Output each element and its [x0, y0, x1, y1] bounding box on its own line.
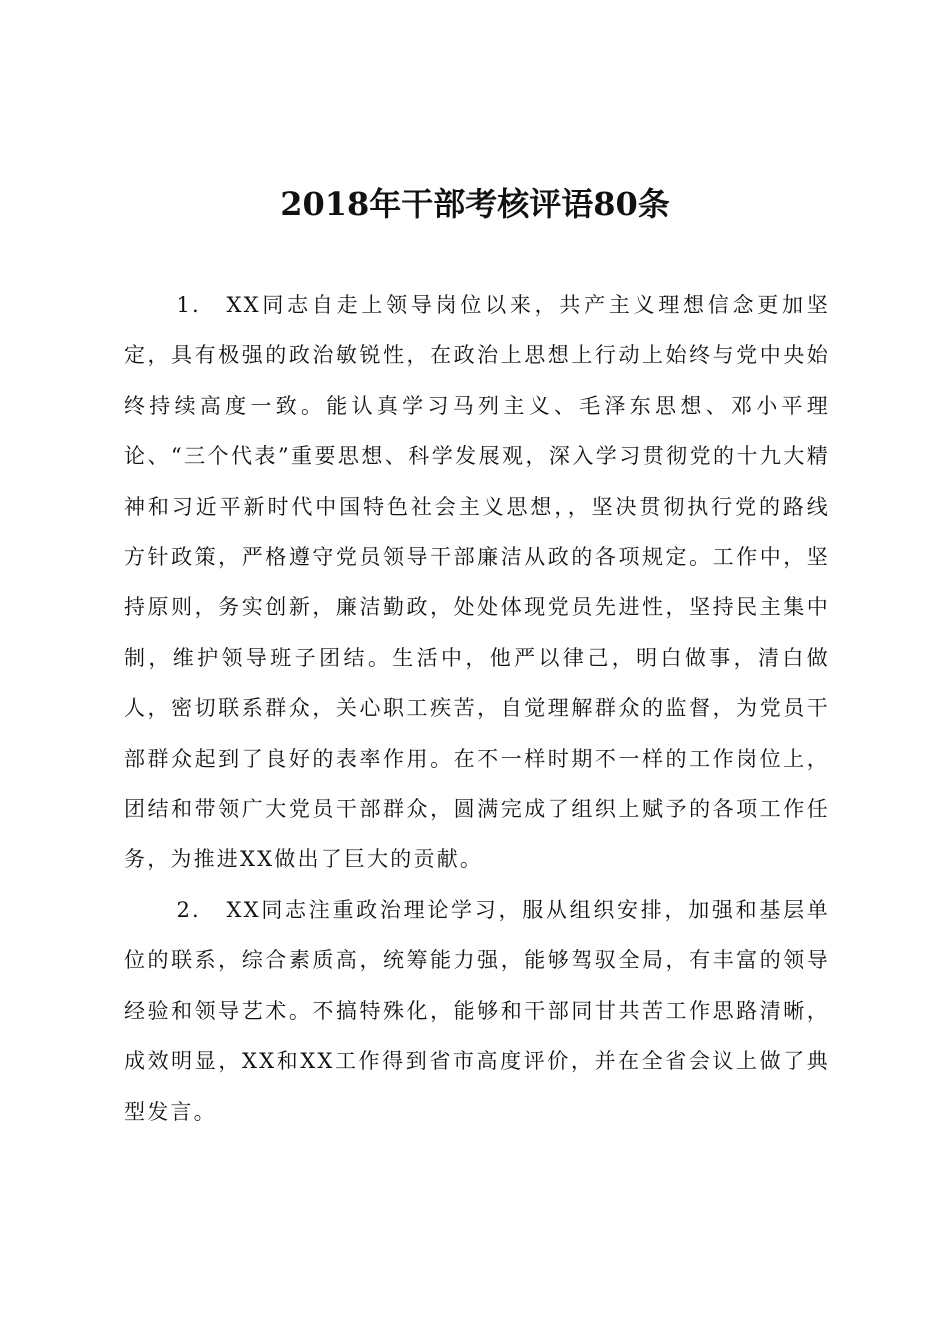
item-number: 2.: [176, 897, 201, 922]
list-item-2: [124, 885, 830, 1137]
item-number: 1.: [176, 293, 201, 317]
item-text: XX同志注重政治理论学习，服从组织安排，加强和基层单位的联系，综合素质高，统筹能力强，能够驾驭全局，有丰富的领导经验和领导艺术。不搞特殊化，能够和干部同甘共苦工作思路清晰，成效明显，XX和XX工作得到省市高度评价，并在全省会议上做了典型发言。: [124, 897, 830, 1124]
list-item-1: [124, 280, 830, 885]
document-body: [124, 280, 830, 1137]
item-text: XX同志自走上领导岗位以来，共产主义理想信念更加坚定，具有极强的政治敏锐性，在政治上思想上行动上始终与党中央始终持续高度一致。能认真学习马列主义、毛泽东思想、邓小平理论、“三个代表”重要思想、科学发展观，深入学习贯彻党的十九大精神和习近平新时代中国特色社会主义思想，，坚决贯彻执行党的路线方针政策，严格遵守党员领导干部廉洁从政的各项规定。工作中，坚持原则，务实创新，廉洁勤政，处处体现党员先进性，坚持民主集中制，维护领导班子团结。生活中，他严以律己，明白做事，清白做人，密切联系群众，关心职工疾苦，自觉理解群众的监督，为党员干部群众起到了良好的表率作用。在不一样时期不一样的工作岗位上，团结和带领广大党员干部群众，圆满完成了组织上赋予的各项工作任务，为推进XX做出了巨大的贡献。: [124, 293, 830, 872]
document-title: 2018年干部考核评语80条: [280, 185, 670, 223]
